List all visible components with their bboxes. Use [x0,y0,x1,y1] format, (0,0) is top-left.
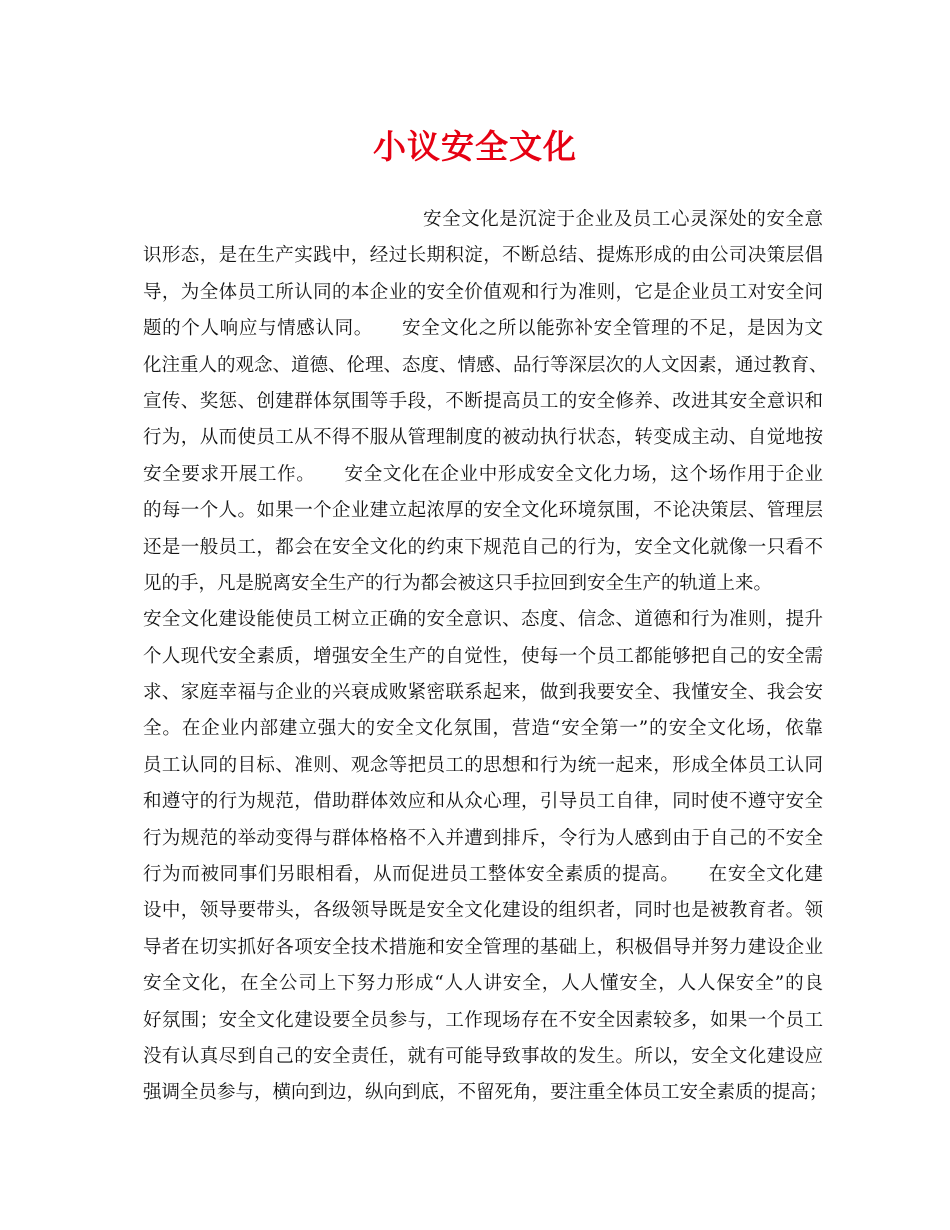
body-line: 和遵守的行为规范，借助群体效应和从众心理，引导员工自律，同时使不遵守安全 [143,791,823,813]
body-line: 安全要求开展工作。 安全文化在企业中形成安全文化力场，这个场作用于企业 [143,463,823,485]
body-line: 行为，从而使员工从不得不服从管理制度的被动执行状态，转变成主动、自觉地按 [143,427,823,449]
body-line: 题的个人响应与情感认同。 安全文化之所以能弥补安全管理的不足，是因为文 [143,318,823,340]
body-line: 导者在切实抓好各项安全技术措施和安全管理的基础上，积极倡导并努力建设企业 [143,936,823,958]
body-line: 识形态，是在生产实践中，经过长期积淀，不断总结、提炼形成的由公司决策层倡 [143,245,823,267]
body-line: 见的手，凡是脱离安全生产的行为都会被这只手拉回到安全生产的轨道上来。 [143,572,773,594]
body-line: 好氛围；安全文化建设要全员参与，工作现场存在不安全因素较多，如果一个员工 [143,1009,823,1031]
body-line: 行为而被同事们另眼相看，从而促进员工整体安全素质的提高。 在安全文化建 [143,864,823,886]
body-line: 求、家庭幸福与企业的兴衰成败紧密联系起来，做到我要安全、我懂安全、我会安 [143,682,823,704]
body-line: 安全文化是沉淀于企业及员工心灵深处的安全意 [423,209,823,230]
body-line: 安全文化，在全公司上下努力形成“人人讲安全，人人懂安全，人人保安全”的良 [143,973,823,995]
body-line: 还是一般员工，都会在安全文化的约束下规范自己的行为，安全文化就像一只看不 [143,536,823,558]
document-title: 小议安全文化 [373,127,577,166]
body-line: 化注重人的观念、道德、伦理、态度、情感、品行等深层次的人文因素，通过教育、 [143,354,828,376]
body-line: 导，为全体员工所认同的本企业的安全价值观和行为准则，它是企业员工对安全问 [143,281,823,303]
body-line: 员工认同的目标、准则、观念等把员工的思想和行为统一起来，形成全体员工认同 [143,754,823,776]
body-line: 强调全员参与，横向到边，纵向到底，不留死角，要注重全体员工安全素质的提高； [143,1082,828,1104]
body-line: 没有认真尽到自己的安全责任，就有可能导致事故的发生。所以，安全文化建设应 [143,1045,823,1067]
body-line: 安全文化建设能使员工树立正确的安全意识、态度、信念、道德和行为准则，提升 [143,609,823,631]
body-line: 全。在企业内部建立强大的安全文化氛围，营造“安全第一”的安全文化场，依靠 [143,718,823,740]
body-line: 宣传、奖惩、创建群体氛围等手段，不断提高员工的安全修养、改进其安全意识和 [143,390,823,412]
document-body [143,202,828,1112]
body-line: 行为规范的举动变得与群体格格不入并遭到排斥，令行为人感到由于自己的不安全 [143,827,823,849]
body-line: 的每一个人。如果一个企业建立起浓厚的安全文化环境氛围，不论决策层、管理层 [143,500,823,522]
body-line: 设中，领导要带头，各级领导既是安全文化建设的组织者，同时也是被教育者。领 [143,900,823,922]
body-line: 个人现代安全素质，增强安全生产的自觉性，使每一个员工都能够把自己的安全需 [143,645,823,667]
